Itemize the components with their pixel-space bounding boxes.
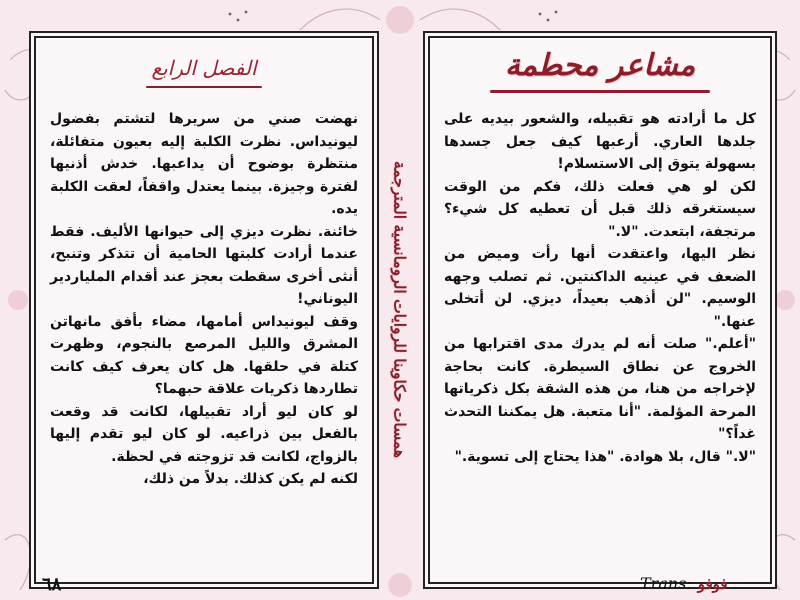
paragraph: نظر اليها، واعتقدت أنها رأت وميض من الضعف في عينيه الداكنتين. ثم تصلب وجهه الوسيم. "لن أذهب بعيداً، ديزي. لن أتخلى عنها." bbox=[444, 246, 756, 330]
translator-credit bbox=[640, 574, 728, 593]
paragraph: "أعلم." صلت أنه لم يدرك مدى اقترابها من الخروج عن نطاق السيطرة. كانت بحاجة لإخراجه من هنا، من هذه الشقة بكل ذكرياتها المرحة المؤلمة. "أنا متعبة. هل يمكننا التحدث غداً؟" bbox=[444, 336, 756, 442]
paragraph: لكنه لم يكن كذلك. بدلاً من ذلك، bbox=[143, 471, 358, 487]
paragraph: كل ما أرادته هو تقبيله، والشعور بيديه على جلدها العاري. أرعبها كيف جعل جسدها بسهولة يتوق إلى الاستسلام! bbox=[444, 111, 756, 172]
paragraph: خائنة. نظرت ديزي إلى حيوانها الأليف. فقط عندما أرادت كلبتها الحامية أن تتذكر وتنبح، أنثى أخرى سقطت بعجز عند أقدام الملياردير اليوناني! bbox=[50, 223, 358, 307]
left-page-text bbox=[50, 108, 358, 491]
paragraph: وقف ليونيداس أمامها، مضاء بأفق مانهاتن المشرق والليل المرصع بالنجوم، وظهرت كتلة في حلقها. هل كان يعرف كيف كانت تطاردها ذكريات علاقة حبهما؟ bbox=[50, 313, 358, 397]
paragraph: لو كان ليو أراد تقبيلها، لكانت قد وقعت بالفعل بين ذراعيه. لو كان ليو تقدم إليها بالزواج، لكانت قد تزوجته في لحظة. bbox=[50, 403, 358, 465]
right-page-panel bbox=[428, 36, 772, 584]
chapter-title: الفصل الرابع bbox=[151, 56, 257, 80]
chapter-title-underline bbox=[146, 86, 262, 88]
page-number: ٦٨ bbox=[42, 574, 62, 595]
page-title-underline bbox=[490, 90, 710, 93]
right-page-text bbox=[444, 108, 756, 468]
paragraph: لكن لو هي فعلت ذلك، فكم من الوقت سيستغرقه ذلك قبل أن تعطيه كل شيء؟ مرتجفة، ابتعدت. "لا." bbox=[444, 178, 756, 240]
credit-label: Trans: bbox=[640, 574, 692, 593]
vertical-banner bbox=[382, 38, 418, 582]
paragraph: "لا." قال، بلا هوادة. "هذا يحتاج إلى تسوية." bbox=[454, 448, 756, 465]
vertical-banner-text: همسات حكاوينا للروايات الرومانسية المترجمة bbox=[390, 161, 410, 459]
paragraph: نهضت صني من سريرها لتشتم بفضول ليونيداس. نظرت الكلبة إليه بعيون متفائلة، منتظرة بوضوح أن يداعبها. خدش أذنيها لفترة وجيزة. بينما يعتدل واقفاً، لعقت الكلبة يده. bbox=[50, 111, 358, 217]
page-title: مشاعر محطمة bbox=[504, 48, 696, 83]
left-page-panel bbox=[34, 36, 374, 584]
translator-name: فوفو bbox=[697, 575, 728, 593]
